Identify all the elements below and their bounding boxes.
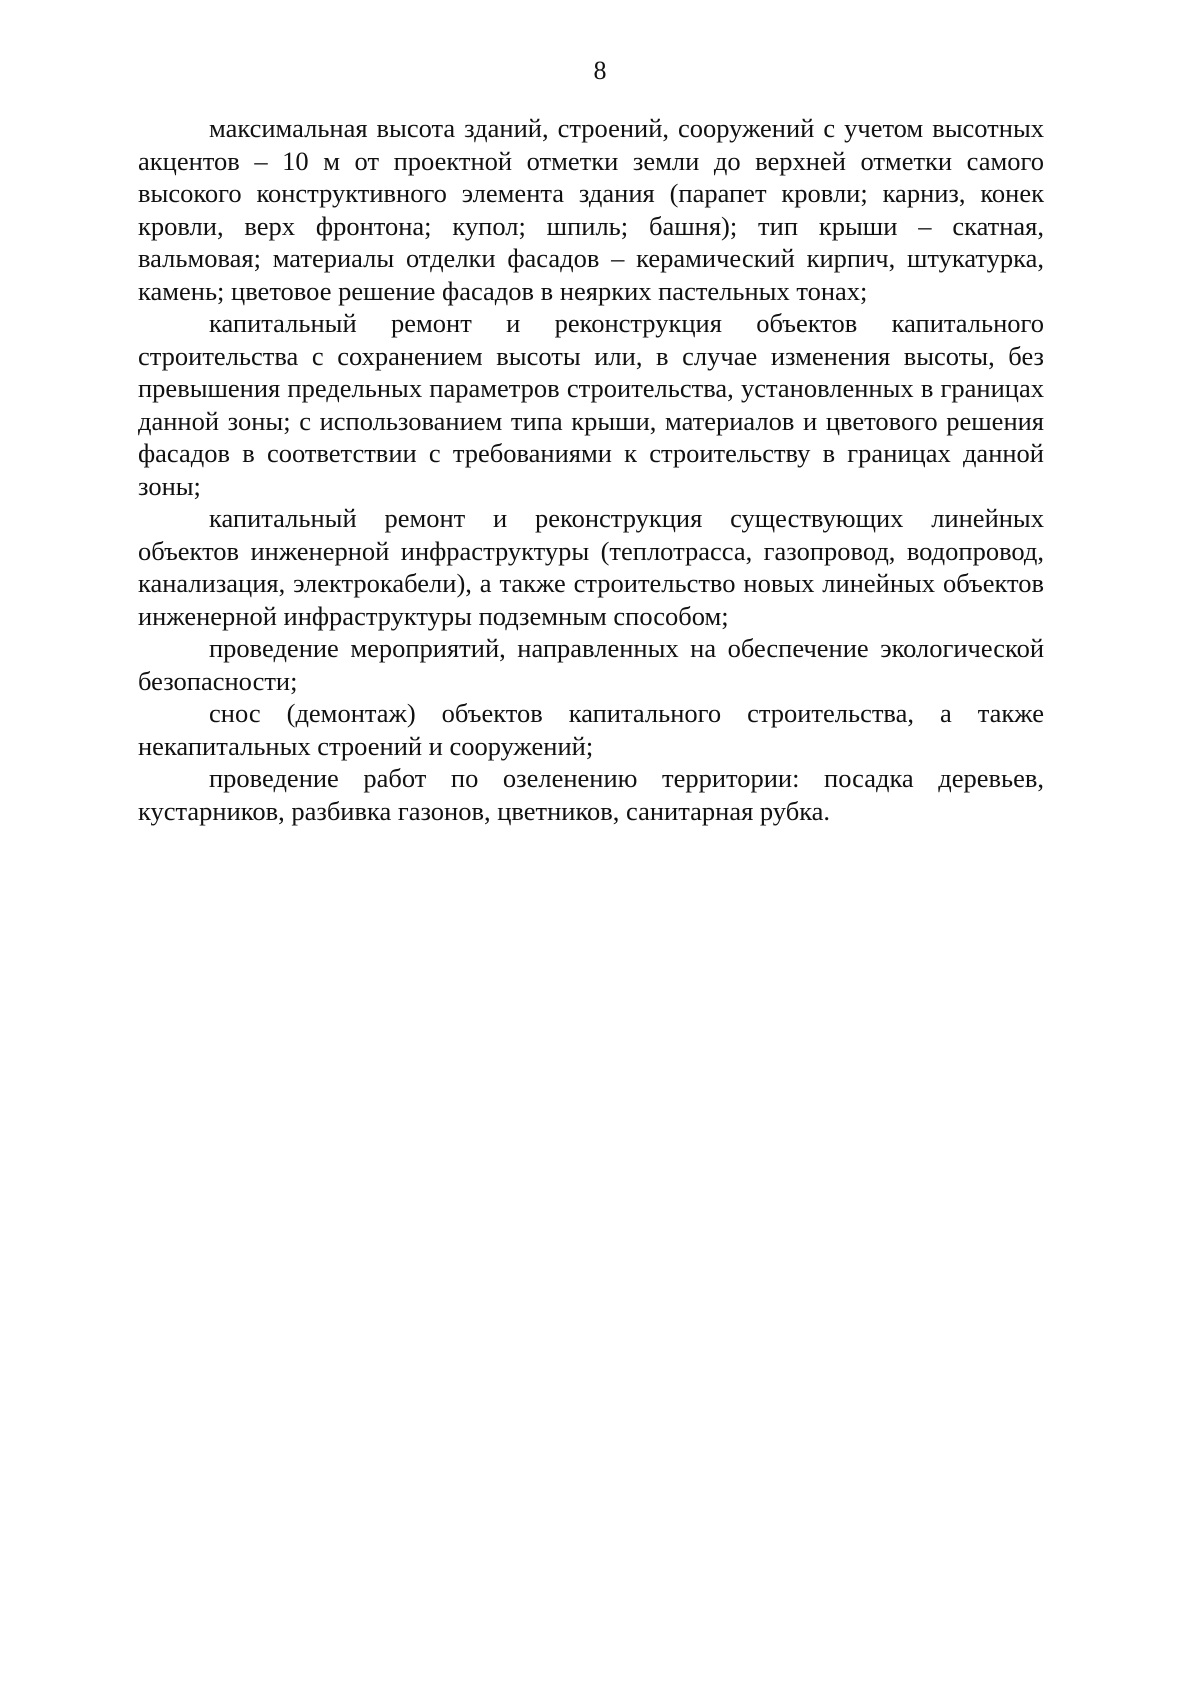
paragraph-max-height: максимальная высота зданий, строений, сооружений с учетом высотных акцентов – 10 м от проектной отметки земли до верхней отметки самого высокого конструктивного элемента здания (парапет кровли; карниз, конек кровли, верх фронтона; купол; шпиль; башня); тип крыши – скатная, вальмовая; материалы отделки фасадов – керамический кирпич, штукатурка, камень; цветовое решение фасадов в неярких пастельных тонах;: [138, 113, 1044, 306]
document-body: [138, 112, 1044, 827]
paragraph-capital-repair: капитальный ремонт и реконструкция объектов капитального строительства с сохранением высоты или, в случае изменения высоты, без превышения предельных параметров строительства, установленных в границах данной зоны; с использованием типа крыши, материалов и цветового решения фасадов в соответствии с требованиями к строительству в границах данной зоны;: [138, 308, 1044, 501]
page-number: 8: [593, 56, 607, 85]
paragraph-demolition: снос (демонтаж) объектов капитального строительства, а также некапитальных строений и сооружений;: [138, 698, 1044, 761]
paragraph-landscaping: проведение работ по озеленению территории: посадка деревьев, кустарников, разбивка газонов, цветников, санитарная рубка.: [138, 763, 1044, 826]
paragraph-linear-objects: капитальный ремонт и реконструкция существующих линейных объектов инженерной инфраструктуры (теплотрасса, газопровод, водопровод, канализация, электрокабели), а также строительство новых линейных объектов инженерной инфраструктуры подземным способом;: [138, 503, 1044, 631]
paragraph-ecology: проведение мероприятий, направленных на обеспечение экологической безопасности;: [138, 633, 1044, 696]
